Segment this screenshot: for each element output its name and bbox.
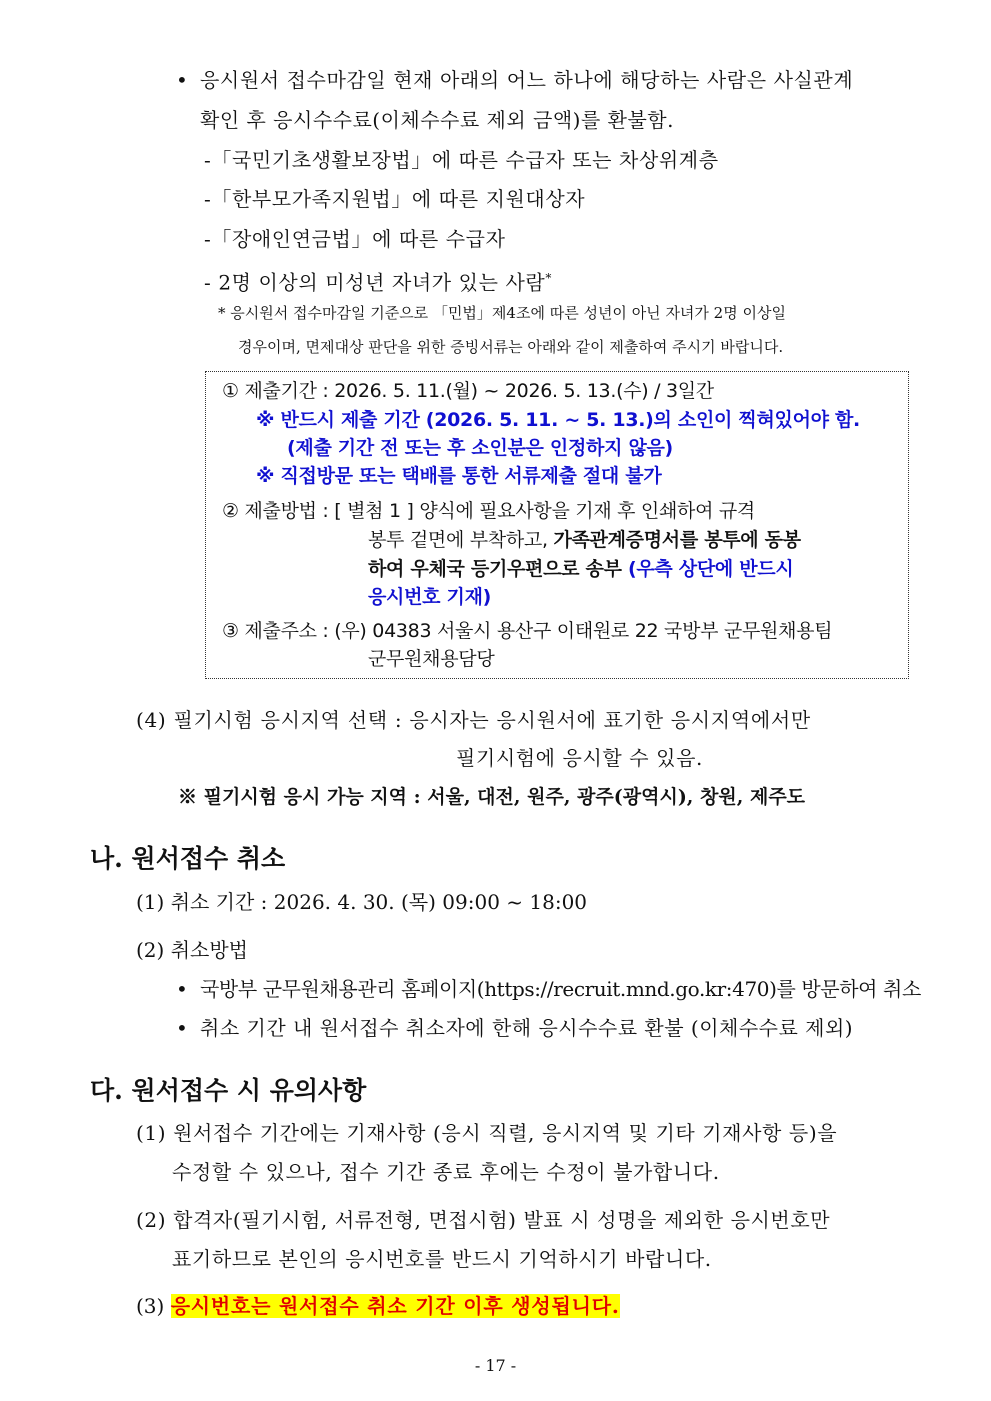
exam-region-line1: (4) 필기시험 응시지역 선택 : 응시자는 응시원서에 표기한 응시지역에서만 <box>136 708 811 732</box>
submission-method-line3-bold: 하여 우체국 등기우편으로 송부 <box>368 558 628 580</box>
submission-method-line1: ② 제출방법 : [ 별첨 1 ] 양식에 필요사항을 기재 후 인쇄하여 규격 <box>222 500 755 522</box>
caution-item1-line2: 수정할 수 있으나, 접수 기간 종료 후에는 수정이 불가합니다. <box>172 1160 720 1184</box>
page-number: - 17 - <box>474 1356 517 1375</box>
caution-item3-number: (3) <box>136 1294 171 1318</box>
submission-period-note2: (제출 기간 전 또는 후 소인분은 인정하지 않음) <box>287 437 673 459</box>
caution-item2-line1: (2) 합격자(필기시험, 서류전형, 면접시험) 발표 시 성명을 제외한 응시번호만 <box>136 1208 831 1232</box>
bullet-dot: • <box>176 977 188 1001</box>
submission-period: ① 제출기간 : 2026. 5. 11.(월) ~ 2026. 5. 13.(수) / 3일간 <box>222 380 714 402</box>
submission-period-note1: ※ 반드시 제출 기간 (2026. 5. 11. ~ 5. 13.)의 소인이 찍혀있어야 함. <box>256 409 860 431</box>
refund-item-3: -「장애인연금법」에 따른 수급자 <box>204 227 506 251</box>
refund-item-1: -「국민기초생활보장법」에 따른 수급자 또는 차상위계층 <box>204 148 719 172</box>
bullet-dot: • <box>176 68 188 92</box>
refund-note-line1: * 응시원서 접수마감일 기준으로 「민법」제4조에 따른 성년이 아닌 자녀가 2명 이상일 <box>218 304 786 322</box>
footnote-asterisk: * <box>545 271 552 285</box>
submission-method-line4: 응시번호 기재) <box>368 586 492 608</box>
exam-region-note: ※ 필기시험 응시 가능 지역 : 서울, 대전, 원주, 광주(광역시), 창원, 제주도 <box>178 786 806 808</box>
submission-method-line3-blue: (우측 상단에 반드시 <box>627 558 794 580</box>
refund-intro-line2: 확인 후 응시수수료(이체수수료 제외 금액)를 환불함. <box>200 108 674 132</box>
submission-method-line2-bold: 가족관계증명서를 봉투에 동봉 <box>553 529 801 551</box>
refund-item-4-text: - 2명 이상의 미성년 자녀가 있는 사람 <box>204 270 546 295</box>
submission-method-line2 <box>368 526 801 554</box>
refund-intro-line1: 응시원서 접수마감일 현재 아래의 어느 하나에 해당하는 사람은 사실관계 <box>200 68 854 92</box>
submission-method-line2-plain: 봉투 겉면에 부착하고, <box>368 529 554 551</box>
submission-address-line1: ③ 제출주소 : (우) 04383 서울시 용산구 이태원로 22 국방부 군무원채용팀 <box>222 620 833 642</box>
submission-method-line3 <box>368 555 793 583</box>
refund-item-4 <box>204 264 552 297</box>
cancel-method-title: (2) 취소방법 <box>136 938 248 962</box>
cancel-method-bullet2: 취소 기간 내 원서접수 취소자에 한해 응시수수료 환불 (이체수수료 제외) <box>200 1016 854 1040</box>
section-heading-caution: 다. 원서접수 시 유의사항 <box>90 1076 367 1105</box>
caution-item1-line1: (1) 원서접수 기간에는 기재사항 (응시 직렬, 응시지역 및 기타 기재사항 등)을 <box>136 1121 838 1145</box>
bullet-dot: • <box>176 1016 188 1040</box>
refund-item-2: -「한부모가족지원법」에 따른 지원대상자 <box>204 187 586 211</box>
cancel-period: (1) 취소 기간 : 2026. 4. 30. (목) 09:00 ~ 18:00 <box>136 890 588 914</box>
exam-region-line2: 필기시험에 응시할 수 있음. <box>456 746 703 770</box>
cancel-method-bullet1: 국방부 군무원채용관리 홈페이지(https://recruit.mnd.go.kr:470)를 방문하여 취소 <box>200 977 921 1001</box>
submission-address-line2: 군무원채용담당 <box>368 648 495 670</box>
section-heading-cancel: 나. 원서접수 취소 <box>90 844 286 873</box>
caution-item3-highlight: 응시번호는 원서접수 취소 기간 이후 생성됩니다. <box>170 1294 620 1318</box>
submission-period-note3: ※ 직접방문 또는 택배를 통한 서류제출 절대 불가 <box>256 465 662 487</box>
caution-item3 <box>136 1292 620 1320</box>
caution-item2-line2: 표기하므로 본인의 응시번호를 반드시 기억하시기 바랍니다. <box>172 1247 712 1271</box>
refund-note-line2: 경우이며, 면제대상 판단을 위한 증빙서류는 아래와 같이 제출하여 주시기 바랍니다. <box>238 338 784 356</box>
